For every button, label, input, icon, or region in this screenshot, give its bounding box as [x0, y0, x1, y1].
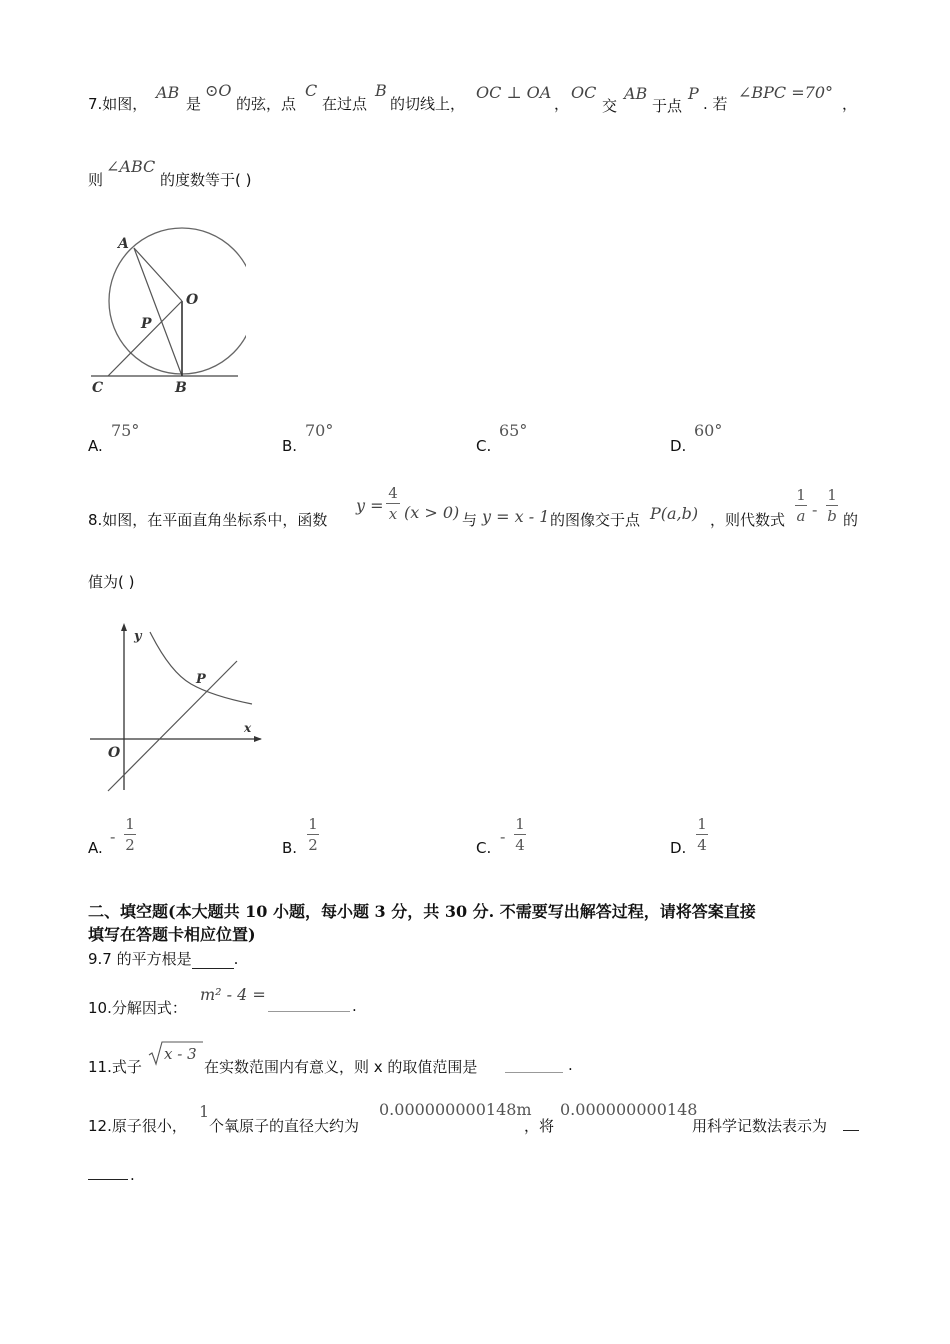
q8-option-c-sign: -: [500, 827, 506, 846]
q8-option-c-den: 4: [515, 836, 525, 854]
q7-on-tangent: 在过点: [322, 95, 368, 113]
q8-then-expr: ，则代数式: [710, 511, 786, 529]
q7-lead: 7.如图，: [88, 95, 148, 113]
label-p: P: [141, 316, 152, 332]
q8-y-eq: y =: [356, 496, 384, 515]
q8-option-a-bar: [124, 834, 136, 835]
q7-angle-bpc: ∠BPC =70°: [738, 83, 834, 102]
q8-option-b-frac: [307, 815, 319, 854]
q7-option-c-value: 65°: [499, 421, 528, 440]
q7-oc: OC: [571, 83, 597, 102]
q8-graph-figure: [86, 620, 266, 796]
q7-comma: ，: [554, 95, 570, 113]
q8-of: 的: [843, 511, 859, 529]
q8-option-a-frac: [124, 815, 136, 854]
q8-lead: 8.如图，在平面直角坐标系中，函数: [88, 511, 328, 529]
q7-p: P: [688, 84, 699, 103]
q8-option-b-bar: [307, 834, 319, 835]
q8-option-b-den: 2: [308, 836, 318, 854]
q8-line-eq: y = x - 1: [482, 507, 550, 526]
q12-value2: 0.000000000148: [560, 1100, 698, 1119]
q11-end: .: [568, 1056, 573, 1074]
q8-f2-den: b: [827, 507, 837, 525]
q11-lead: 11.式子: [88, 1058, 142, 1076]
q7-angle-abc: ∠ABC: [106, 157, 156, 176]
q8-option-a-sign: -: [110, 827, 116, 846]
q8-option-a-num: 1: [125, 815, 135, 833]
label-o: O: [108, 745, 121, 761]
q7-option-a-value: 75°: [111, 421, 140, 440]
label-b: B: [175, 380, 187, 396]
q7-option-d-letter[interactable]: D.: [670, 437, 687, 455]
q7-chord: 的弦，点: [236, 95, 297, 113]
q8-frac-1-over-b: [826, 486, 838, 525]
q7-perp: OC ⊥ OA: [476, 83, 552, 102]
q8-option-a-letter[interactable]: A.: [88, 839, 103, 857]
q8-frac-1-over-a: [795, 486, 807, 525]
q8-option-d-num: 1: [697, 815, 707, 833]
q8-frac-4-over-x: [386, 484, 400, 523]
q8-option-d-frac: [696, 815, 708, 854]
q7-end: ，: [842, 95, 858, 113]
q7-c: C: [305, 81, 318, 100]
label-p: P: [196, 672, 206, 687]
q8-option-c-letter[interactable]: C.: [476, 839, 492, 857]
q10-lead: 10.分解因式：: [88, 999, 187, 1017]
q9: [88, 948, 238, 969]
line-y-x-minus-1: [108, 661, 237, 791]
q7-option-b-letter[interactable]: B.: [282, 437, 298, 455]
q8-option-b-num: 1: [308, 815, 318, 833]
q12-lead: 12.原子很小，: [88, 1117, 187, 1135]
label-c: C: [92, 380, 104, 396]
q7-circle-o: ⊙O: [205, 81, 232, 100]
q8-option-c-bar: [514, 834, 526, 835]
y-axis-arrow: [121, 623, 127, 631]
q8-option-a-den: 2: [125, 836, 135, 854]
q7-b: B: [375, 81, 387, 100]
q7-period-if: . 若: [703, 95, 728, 113]
q8-option-d-bar: [696, 834, 708, 835]
q7-circle-figure: [86, 226, 246, 398]
q8-f1-den: a: [796, 507, 806, 525]
q12-mid: 个氧原子的直径大约为: [209, 1117, 360, 1135]
q8-minus: -: [812, 500, 818, 519]
q7-option-b-value: 70°: [305, 421, 334, 440]
hyperbola-curve: [150, 632, 252, 704]
q8-cond: (x > 0): [404, 503, 460, 522]
label-o: O: [186, 292, 199, 308]
q12-value: 0.000000000148m: [379, 1100, 532, 1119]
q7-option-a-letter[interactable]: A.: [88, 437, 103, 455]
q8-with: 与: [462, 511, 478, 529]
q8-f2-bar: [826, 505, 838, 506]
q11-radicand: x - 3: [164, 1045, 197, 1063]
q7-ab: AB: [156, 83, 180, 102]
section2-heading-line1: 二、填空题(本大题共 10 小题，每小题 3 分，共 30 分. 不需要写出解答过程，请将答案直接: [88, 902, 756, 921]
q7-question: 的度数等于( ): [160, 171, 252, 189]
q10-expr: m² - 4 =: [200, 985, 266, 1004]
q7-is: 是: [186, 95, 202, 113]
q7-option-c-letter[interactable]: C.: [476, 437, 492, 455]
q12-answer-blank-part2[interactable]: [88, 1162, 128, 1180]
q7-ab2: AB: [624, 84, 648, 103]
circle-o: [109, 228, 246, 374]
q12-rest: 用科学记数法表示为: [692, 1117, 828, 1135]
q12-comma: ，将: [524, 1117, 555, 1135]
q7-at-point: 于点: [652, 97, 683, 115]
label-y: y: [134, 629, 142, 644]
q10-answer-blank[interactable]: [268, 994, 350, 1012]
q9-end: .: [233, 950, 239, 968]
q8-f2-num: 1: [827, 486, 837, 504]
q8-option-b-letter[interactable]: B.: [282, 839, 298, 857]
q12-end: .: [130, 1166, 135, 1184]
q12-answer-blank-part1[interactable]: [843, 1113, 859, 1131]
chord-ab: [134, 248, 182, 376]
q10-end: .: [352, 997, 357, 1015]
q8-line2: 值为( ): [88, 573, 135, 591]
q8-option-c-frac: [514, 815, 526, 854]
q8-option-d-letter[interactable]: D.: [670, 839, 687, 857]
q12-one: 1: [199, 1102, 210, 1121]
q8-rest: 的图像交于点: [550, 511, 641, 529]
q8-option-c-num: 1: [515, 815, 525, 833]
q8-point: P(a,b): [650, 504, 699, 523]
q9-text: 9.7 的平方根是: [88, 950, 192, 968]
x-axis-arrow: [254, 736, 262, 742]
q8-option-d-den: 4: [697, 836, 707, 854]
segment-oa: [134, 248, 182, 301]
q11-rest: 在实数范围内有意义，则 x 的取值范围是: [204, 1058, 478, 1076]
q8-f1-num: 1: [796, 486, 806, 504]
q7-then: 则: [88, 171, 104, 189]
section2-heading-line2: 填写在答题卡相应位置): [88, 925, 256, 944]
q8-f1-bar: [795, 505, 807, 506]
q7-option-d-value: 60°: [694, 421, 723, 440]
q8-frac-bar: [386, 503, 400, 504]
q8-frac-den: x: [388, 505, 398, 523]
q7-cross: 交: [602, 97, 618, 115]
q8-frac-num: 4: [388, 484, 398, 502]
label-x: x: [244, 721, 252, 735]
q11-answer-blank[interactable]: [505, 1055, 563, 1073]
q9-answer-blank[interactable]: [192, 950, 234, 969]
label-a: A: [118, 236, 129, 252]
q7-tangent: 的切线上，: [390, 95, 466, 113]
